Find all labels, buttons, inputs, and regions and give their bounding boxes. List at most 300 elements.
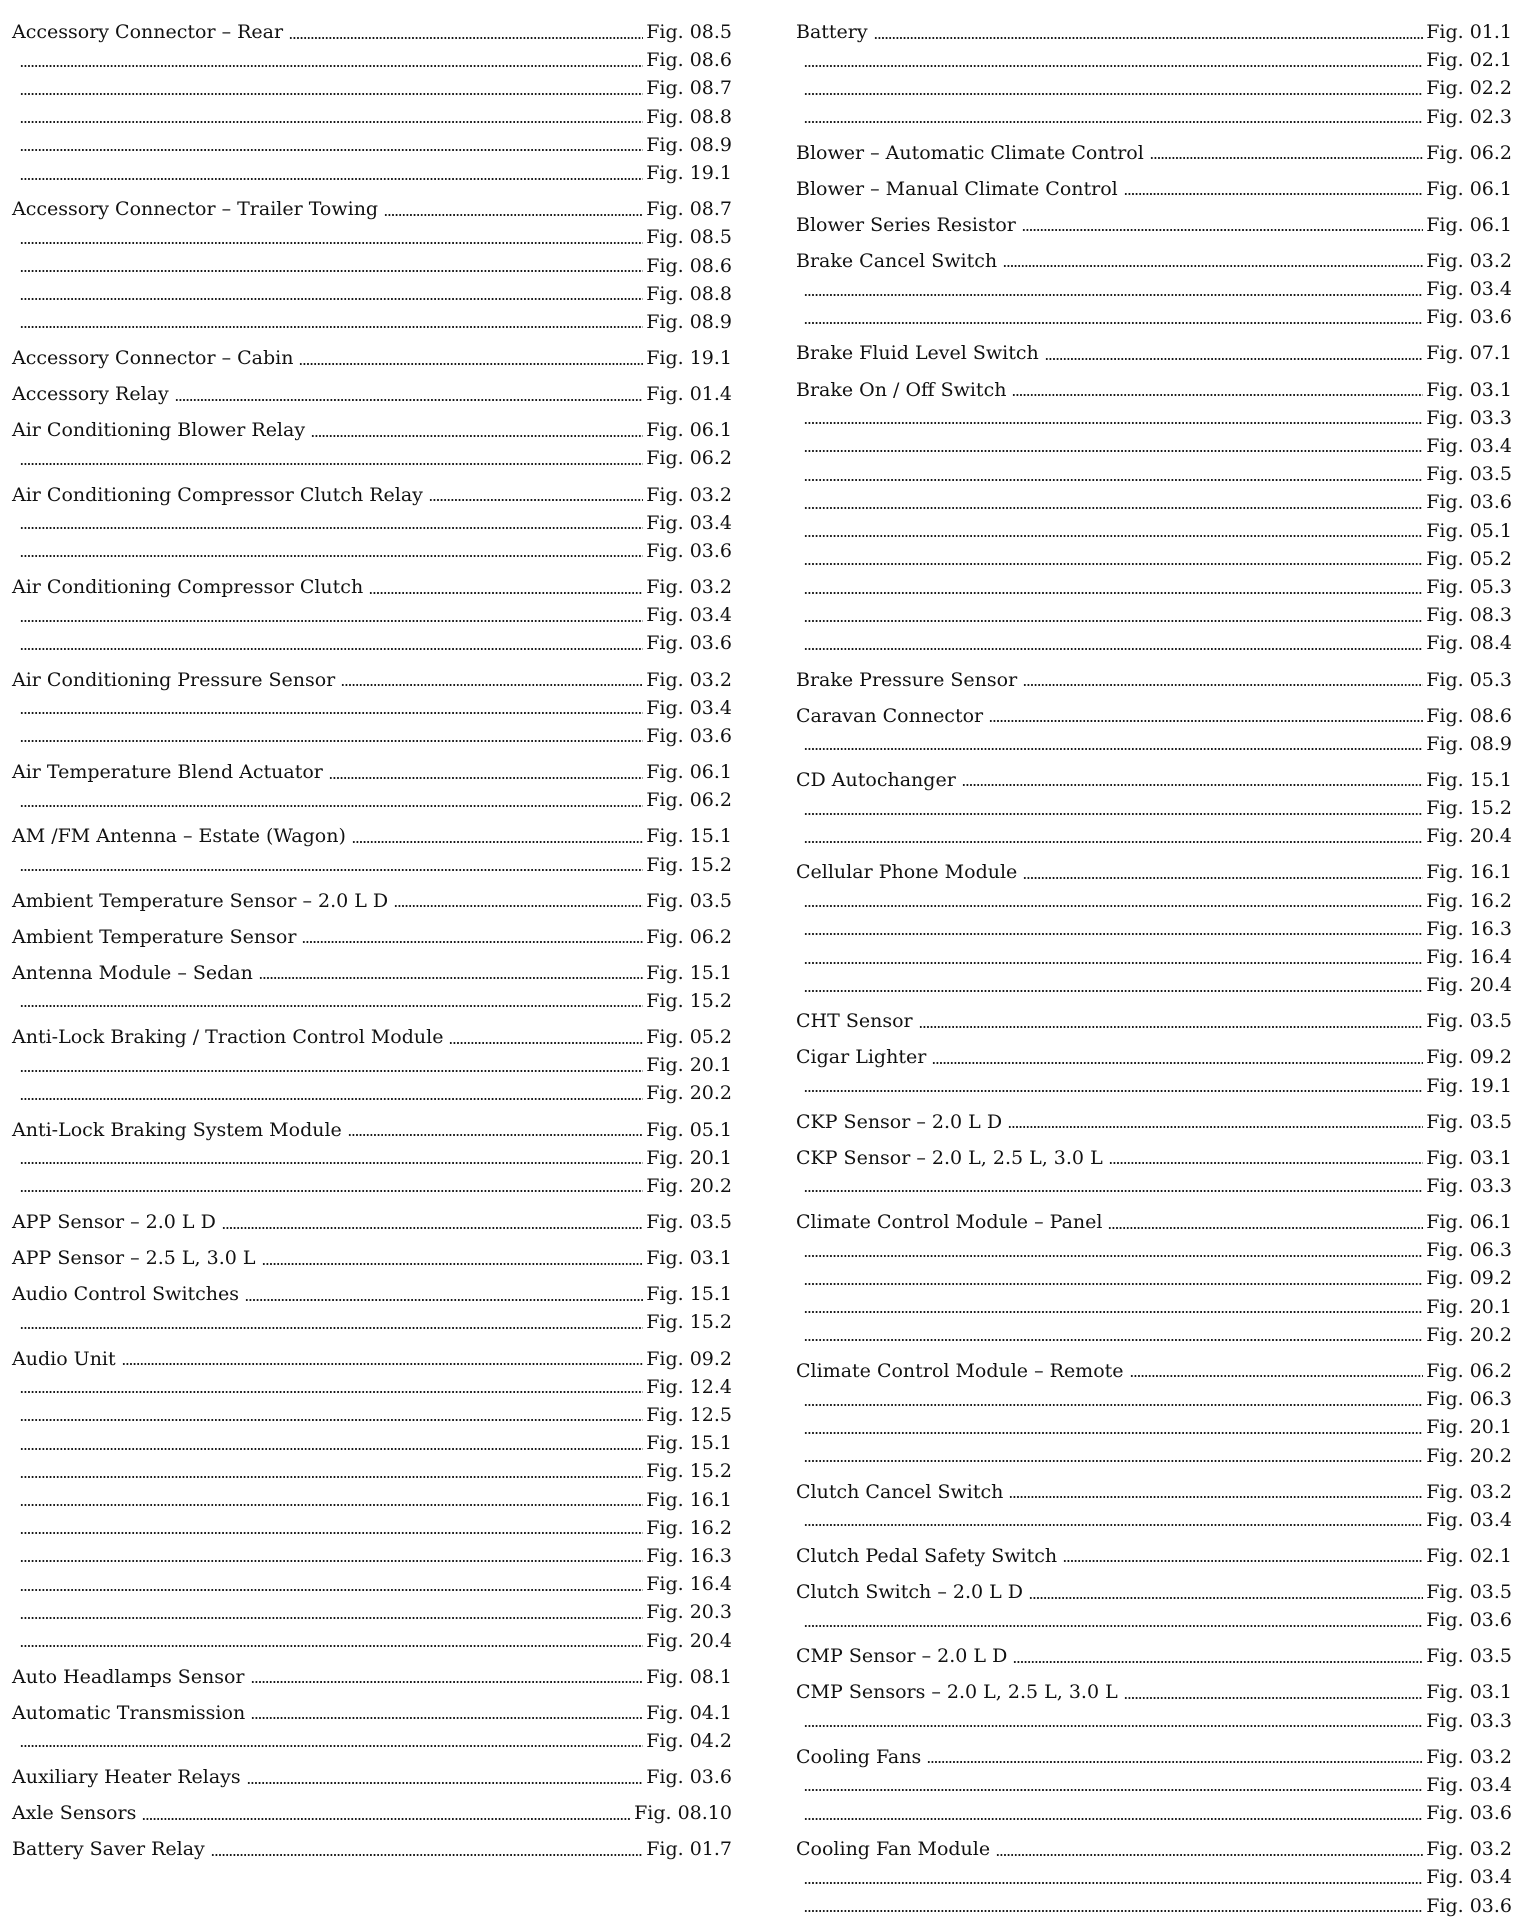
index-line-continuation (796, 629, 1512, 658)
index-entry (796, 1007, 1512, 1036)
dot-leader (449, 1041, 643, 1045)
index-line (796, 1357, 1512, 1386)
dot-leader (20, 297, 643, 301)
index-line-continuation (796, 1172, 1512, 1201)
dot-leader (1108, 1226, 1423, 1230)
figure-reference: Fig. 08.4 (1426, 632, 1512, 655)
index-entry (796, 1743, 1512, 1828)
figure-reference: Fig. 01.1 (1426, 21, 1512, 43)
index-term: Blower – Automatic Climate Control (796, 141, 1144, 164)
index-line (796, 18, 1512, 47)
dot-leader (804, 1459, 1423, 1463)
figure-reference: Fig. 03.6 (646, 632, 732, 655)
index-line-continuation (796, 1892, 1512, 1921)
figure-reference: Fig. 08.8 (646, 105, 732, 128)
dot-leader (394, 904, 643, 908)
index-entry (796, 1542, 1512, 1571)
dot-leader (989, 719, 1423, 723)
figure-reference: Fig. 05.1 (1426, 519, 1512, 542)
figure-reference: Fig. 06.2 (646, 925, 732, 948)
index-line (12, 1345, 732, 1374)
dot-leader (804, 1338, 1423, 1342)
dot-leader (20, 1189, 643, 1193)
dot-leader (804, 1403, 1423, 1407)
dot-leader (20, 462, 643, 466)
figure-reference: Fig. 03.2 (1426, 1480, 1512, 1503)
index-line-continuation (12, 74, 732, 103)
figure-reference: Fig. 03.3 (1426, 1174, 1512, 1197)
dot-leader (804, 989, 1423, 993)
index-line-continuation (12, 694, 732, 723)
index-term: Automatic Transmission (12, 1701, 246, 1724)
index-line-continuation (796, 1771, 1512, 1800)
figure-reference: Fig. 05.2 (646, 1026, 732, 1049)
index-term: Ambient Temperature Sensor (12, 925, 297, 948)
figure-reference: Fig. 06.1 (646, 419, 732, 442)
dot-leader (20, 1644, 643, 1648)
index-line-continuation (796, 303, 1512, 332)
index-line (796, 247, 1512, 276)
figure-reference: Fig. 16.2 (1426, 889, 1512, 912)
figure-reference: Fig. 19.1 (1426, 1074, 1512, 1097)
dot-leader (1029, 1596, 1423, 1600)
index-entry (796, 1578, 1512, 1635)
index-line (12, 1699, 732, 1728)
index-term: Cooling Fans (796, 1745, 922, 1768)
index-term: Climate Control Module – Panel (796, 1211, 1103, 1234)
index-line-continuation (796, 601, 1512, 630)
index-line (796, 1542, 1512, 1571)
figure-reference: Fig. 20.2 (1426, 1444, 1512, 1467)
dot-leader (20, 64, 643, 68)
index-line-continuation (12, 1051, 732, 1080)
index-entry (796, 1642, 1512, 1671)
index-line-continuation (12, 1542, 732, 1571)
figure-reference: Fig. 03.2 (646, 483, 732, 506)
dot-leader (1109, 1161, 1424, 1165)
dot-leader (804, 619, 1423, 623)
index-line-continuation (12, 851, 732, 880)
figure-reference: Fig. 03.6 (1426, 491, 1512, 514)
index-line (796, 858, 1512, 887)
index-line-continuation (12, 1144, 732, 1173)
index-line (12, 1799, 732, 1828)
index-line-continuation (12, 308, 732, 337)
index-line-continuation (12, 1429, 732, 1458)
figure-reference: Fig. 05.3 (1426, 576, 1512, 598)
figure-reference: Fig. 03.5 (646, 1211, 732, 1234)
index-term: Brake Fluid Level Switch (796, 342, 1039, 365)
index-line (12, 822, 732, 851)
figure-reference: Fig. 12.5 (646, 1403, 732, 1426)
index-entry (12, 416, 732, 473)
figure-reference: Fig. 15.2 (646, 853, 732, 876)
index-line (12, 18, 732, 47)
dot-leader (1124, 192, 1423, 196)
figure-reference: Fig. 02.3 (1426, 105, 1512, 128)
index-line (796, 376, 1512, 405)
index-line (796, 766, 1512, 795)
dot-leader (20, 1326, 643, 1330)
figure-reference: Fig. 16.4 (646, 1573, 732, 1596)
figure-reference: Fig. 04.1 (646, 1701, 732, 1724)
dot-leader (251, 1716, 643, 1720)
figure-reference: Fig. 16.3 (1426, 917, 1512, 940)
dot-leader (804, 534, 1423, 538)
index-line-continuation (796, 517, 1512, 546)
index-line-continuation (12, 1570, 732, 1599)
figure-reference: Fig. 03.6 (1426, 306, 1512, 329)
index-term: Brake On / Off Switch (796, 378, 1007, 401)
index-line (796, 666, 1512, 695)
index-line (12, 1280, 732, 1309)
figure-reference: Fig. 08.7 (646, 198, 732, 221)
index-term: Antenna Module – Sedan (12, 961, 253, 984)
index-entry (796, 1478, 1512, 1535)
figure-reference: Fig. 09.2 (1426, 1046, 1512, 1069)
figure-reference: Fig. 03.1 (1426, 1681, 1512, 1704)
index-line-continuation (796, 103, 1512, 132)
index-line-continuation (796, 887, 1512, 916)
index-entry (796, 766, 1512, 851)
index-line (796, 1144, 1512, 1173)
index-line-continuation (12, 629, 732, 658)
index-entry (12, 1116, 732, 1201)
figure-reference: Fig. 03.4 (1426, 1866, 1512, 1889)
index-line-continuation (12, 722, 732, 751)
figure-reference: Fig. 05.2 (1426, 547, 1512, 570)
index-line (12, 195, 732, 224)
figure-reference: Fig. 16.4 (1426, 946, 1512, 968)
dot-leader (804, 961, 1423, 965)
index-line (796, 339, 1512, 368)
index-term: Brake Cancel Switch (796, 249, 998, 272)
dot-leader (804, 1909, 1423, 1913)
dot-leader (919, 1025, 1424, 1029)
dot-leader (1013, 1660, 1423, 1664)
dot-leader (1023, 876, 1423, 880)
index-line-continuation (796, 1799, 1512, 1828)
index-line (12, 1244, 732, 1273)
figure-reference: Fig. 02.1 (1426, 1544, 1512, 1567)
figure-reference: Fig. 03.5 (1426, 1645, 1512, 1668)
dot-leader (804, 562, 1423, 566)
dot-leader (20, 526, 643, 530)
dot-leader (142, 1817, 631, 1821)
index-line-continuation (796, 1072, 1512, 1101)
index-line-continuation (12, 131, 732, 160)
index-entry (796, 1678, 1512, 1735)
index-entry (796, 376, 1512, 658)
index-line-continuation (12, 1401, 732, 1430)
index-line-continuation (12, 537, 732, 566)
dot-leader (329, 776, 643, 780)
dot-leader (1130, 1374, 1424, 1378)
figure-reference: Fig. 08.10 (634, 1802, 732, 1825)
index-term: Climate Control Module – Remote (796, 1359, 1124, 1382)
dot-leader (804, 1788, 1423, 1792)
index-line-continuation (12, 1598, 732, 1627)
index-line-continuation (12, 1373, 732, 1402)
index-line (12, 923, 732, 952)
dot-leader (20, 1447, 643, 1451)
index-column-right (796, 18, 1512, 1928)
figure-reference: Fig. 01.7 (646, 1838, 732, 1861)
index-term: AM /FM Antenna – Estate (Wagon) (12, 825, 346, 848)
dot-leader (1063, 1559, 1423, 1563)
index-line (12, 959, 732, 988)
dot-leader (804, 64, 1423, 68)
index-term: Axle Sensors (12, 1802, 137, 1825)
dot-leader (804, 92, 1423, 96)
figure-reference: Fig. 03.1 (646, 1247, 732, 1270)
figure-reference: Fig. 03.4 (1426, 278, 1512, 301)
figure-reference: Fig. 02.2 (1426, 77, 1512, 100)
index-line (796, 1478, 1512, 1507)
dot-leader (369, 591, 643, 595)
dot-leader (804, 1089, 1423, 1093)
dot-leader (20, 554, 643, 558)
index-line (12, 416, 732, 445)
index-line (796, 702, 1512, 731)
index-line-continuation (12, 1627, 732, 1656)
index-line-continuation (796, 730, 1512, 759)
index-entry (12, 1208, 732, 1237)
index-term: Air Conditioning Blower Relay (12, 419, 306, 442)
index-line (12, 344, 732, 373)
dot-leader (804, 904, 1423, 908)
figure-reference: Fig. 03.6 (646, 724, 732, 747)
index-term: Audio Unit (12, 1347, 116, 1370)
index-line-continuation (796, 1707, 1512, 1736)
index-line (12, 1763, 732, 1792)
index-line-continuation (12, 509, 732, 538)
index-term: CMP Sensors – 2.0 L, 2.5 L, 3.0 L (796, 1681, 1118, 1704)
figure-reference: Fig. 20.1 (646, 1146, 732, 1169)
figure-reference: Fig. 03.4 (1426, 1508, 1512, 1531)
index-line (796, 175, 1512, 204)
index-entry (12, 758, 732, 815)
figure-reference: Fig. 20.2 (646, 1174, 732, 1197)
dot-leader (211, 1853, 643, 1857)
index-entry (796, 1208, 1512, 1349)
dot-leader (262, 1262, 644, 1266)
figure-reference: Fig. 03.4 (646, 511, 732, 534)
index-line (796, 1007, 1512, 1036)
dot-leader (20, 711, 643, 715)
dot-leader (20, 325, 643, 329)
index-line-continuation (796, 1293, 1512, 1322)
figure-reference: Fig. 12.4 (646, 1375, 732, 1398)
index-term: Battery Saver Relay (12, 1838, 205, 1861)
dot-leader (804, 1189, 1423, 1193)
figure-reference: Fig. 03.2 (1426, 249, 1512, 272)
index-term: Cigar Lighter (796, 1046, 927, 1069)
index-line-continuation (796, 915, 1512, 944)
figure-reference: Fig. 16.3 (646, 1544, 732, 1567)
figure-reference: Fig. 08.9 (646, 310, 732, 333)
index-line-continuation (12, 601, 732, 630)
index-entry (12, 1663, 732, 1692)
dot-leader (20, 92, 643, 96)
index-column-left (12, 18, 732, 1871)
index-entry (12, 959, 732, 1016)
figure-reference: Fig. 06.2 (646, 447, 732, 470)
index-term: Blower – Manual Climate Control (796, 177, 1118, 200)
dot-leader (259, 976, 643, 980)
dot-leader (247, 1781, 644, 1785)
figure-reference: Fig. 19.1 (646, 347, 732, 370)
dot-leader (996, 1853, 1423, 1857)
index-line (12, 1208, 732, 1237)
figure-reference: Fig. 20.1 (1426, 1416, 1512, 1439)
index-entry (796, 247, 1512, 332)
figure-reference: Fig. 03.5 (1426, 463, 1512, 486)
figure-reference: Fig. 03.2 (646, 668, 732, 691)
index-line-continuation (12, 1486, 732, 1515)
index-entry (12, 481, 732, 566)
figure-reference: Fig. 03.4 (646, 696, 732, 719)
index-line-continuation (12, 987, 732, 1016)
figure-reference: Fig. 08.8 (646, 282, 732, 305)
dot-leader (1150, 156, 1423, 160)
index-entry (12, 195, 732, 336)
index-line (796, 139, 1512, 168)
figure-reference: Fig. 08.9 (1426, 732, 1512, 755)
dot-leader (804, 1724, 1423, 1728)
dot-leader (20, 1616, 643, 1620)
dot-leader (804, 1254, 1423, 1258)
figure-reference: Fig. 20.2 (1426, 1323, 1512, 1346)
index-term: Auto Headlamps Sensor (12, 1665, 245, 1688)
index-line-continuation (796, 1506, 1512, 1535)
figure-reference: Fig. 05.3 (1426, 668, 1512, 691)
index-line-continuation (796, 74, 1512, 103)
figure-reference: Fig. 15.2 (646, 1311, 732, 1334)
index-line-continuation (12, 103, 732, 132)
figure-reference: Fig. 03.3 (1426, 406, 1512, 429)
figure-reference: Fig. 08.6 (1426, 704, 1512, 727)
figure-reference: Fig. 03.5 (1426, 1010, 1512, 1033)
figure-reference: Fig. 15.2 (646, 1460, 732, 1483)
figure-reference: Fig. 04.2 (646, 1729, 732, 1752)
dot-leader (804, 293, 1423, 297)
dot-leader (804, 840, 1423, 844)
index-line-continuation (796, 1385, 1512, 1414)
dot-leader (804, 1817, 1423, 1821)
index-term: Air Conditioning Compressor Clutch Relay (12, 483, 423, 506)
index-entry (12, 1280, 732, 1337)
index-term: Air Conditioning Pressure Sensor (12, 668, 336, 691)
dot-leader (20, 241, 643, 245)
dot-leader (1023, 683, 1423, 687)
dot-leader (20, 804, 643, 808)
index-term: Audio Control Switches (12, 1283, 240, 1306)
figure-reference: Fig. 15.1 (646, 1432, 732, 1455)
index-line-continuation (12, 786, 732, 815)
dot-leader (1045, 357, 1423, 361)
index-line-continuation (12, 444, 732, 473)
index-line-continuation (12, 1457, 732, 1486)
dot-leader (352, 840, 643, 844)
dot-leader (302, 940, 643, 944)
dot-leader (1124, 1696, 1423, 1700)
index-line-continuation (12, 252, 732, 281)
index-line-continuation (12, 1514, 732, 1543)
dot-leader (222, 1226, 643, 1230)
index-line-continuation (796, 46, 1512, 75)
index-line (796, 1043, 1512, 1072)
index-line (796, 1743, 1512, 1772)
figure-reference: Fig. 08.5 (646, 226, 732, 249)
dot-leader (804, 321, 1423, 325)
index-line-continuation (796, 1236, 1512, 1265)
index-entry (12, 380, 732, 409)
index-entry (12, 1835, 732, 1864)
index-line-continuation (12, 280, 732, 309)
dot-leader (20, 1559, 643, 1563)
dot-leader (20, 1503, 643, 1507)
dot-leader (1008, 1125, 1423, 1129)
index-term: Anti-Lock Braking / Traction Control Module (12, 1026, 444, 1049)
index-term: Auxiliary Heater Relays (12, 1766, 241, 1789)
figure-reference: Fig. 09.2 (646, 1347, 732, 1370)
dot-leader (299, 362, 643, 366)
figure-reference: Fig. 20.4 (1426, 825, 1512, 848)
index-line (796, 1208, 1512, 1237)
dot-leader (962, 783, 1423, 787)
dot-leader (20, 1390, 643, 1394)
index-line (12, 887, 732, 916)
dot-leader (20, 1418, 643, 1422)
figure-reference: Fig. 03.6 (1426, 1894, 1512, 1917)
index-line-continuation (12, 1727, 732, 1756)
index-line-continuation (796, 1321, 1512, 1350)
dot-leader (20, 1475, 643, 1479)
index-entry (12, 1799, 732, 1828)
figure-reference: Fig. 03.3 (1426, 1709, 1512, 1732)
index-line (12, 758, 732, 787)
index-term: Caravan Connector (796, 704, 984, 727)
index-term: Cellular Phone Module (796, 861, 1018, 884)
index-entry (12, 18, 732, 188)
dot-leader (804, 421, 1423, 425)
figure-reference: Fig. 06.2 (1426, 1359, 1512, 1382)
index-line-continuation (796, 1264, 1512, 1293)
index-entry (796, 702, 1512, 759)
dot-leader (429, 498, 643, 502)
index-line (12, 1835, 732, 1864)
index-line (796, 211, 1512, 240)
index-entry (12, 1763, 732, 1792)
figure-reference: Fig. 16.1 (1426, 861, 1512, 884)
dot-leader (804, 812, 1423, 816)
dot-leader (341, 683, 643, 687)
dot-leader (20, 1069, 643, 1073)
index-line (12, 573, 732, 602)
index-line (12, 380, 732, 409)
index-line-continuation (796, 1606, 1512, 1635)
index-term: Anti-Lock Braking System Module (12, 1118, 342, 1141)
index-entry (796, 211, 1512, 240)
index-line-continuation (12, 46, 732, 75)
figure-reference: Fig. 05.1 (646, 1118, 732, 1141)
dot-leader (20, 619, 643, 623)
index-entry (796, 139, 1512, 168)
figure-reference: Fig. 20.4 (1426, 974, 1512, 997)
dot-leader (20, 120, 643, 124)
index-line (12, 1116, 732, 1145)
